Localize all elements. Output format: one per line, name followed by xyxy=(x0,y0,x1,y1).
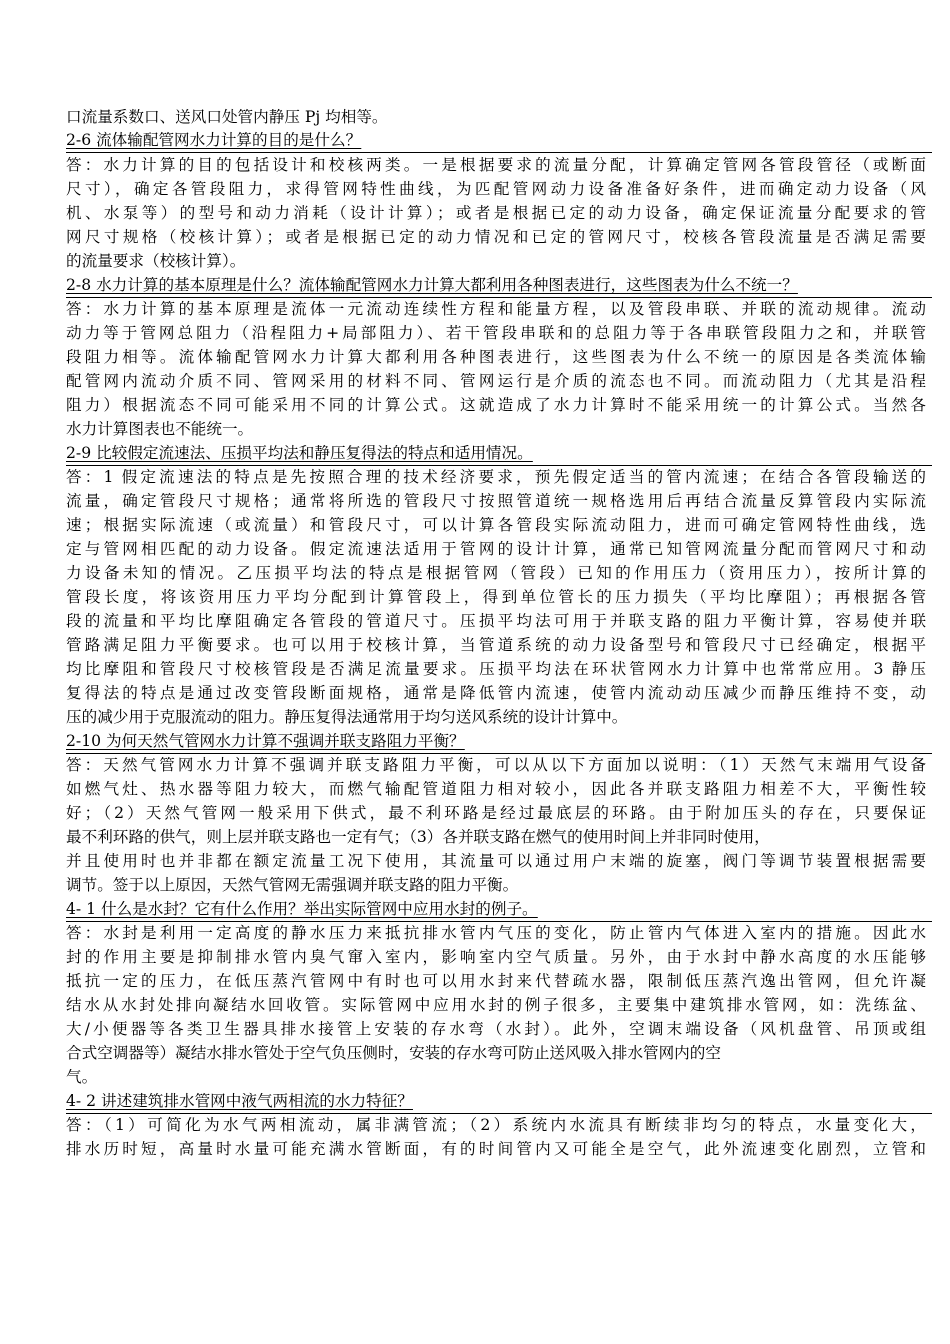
text-line: 合式空调器等）凝结水排水管处于空气负压侧时，安装的存水弯可防止送风吸入排水管网内的空 xyxy=(66,1044,721,1062)
question-heading-2-9 xyxy=(66,442,932,466)
question-text: 4- 2 讲述建筑排水管网中液气两相流的水力特征？ xyxy=(66,1092,413,1110)
question-heading-2-10 xyxy=(66,730,932,754)
text-line: 如燃气灶、热水器等阻力较大，而燃气输配管道阻力相对较小，因此各并联支路阻力相差不大，平衡性较 xyxy=(66,780,926,798)
text-line: 排水历时短，高量时水量可能充满水管断面，有的时间管内又可能全是空气，此外流速变化剧烈，立管和 xyxy=(66,1140,926,1158)
text-line: 压的减少用于克服流动的阻力。静压复得法通常用于均匀送风系统的设计计算中。 xyxy=(66,708,628,726)
text-line: 速；根据实际流速（或流量）和管段尺寸，可以计算各管段实际流动阻力，进而可确定管网特性曲线，选 xyxy=(66,516,926,534)
text-line: 管段长度，将该资用压力平均分配到计算管段上，得到单位管长的压力损失（平均比摩阻）；再根据各管 xyxy=(66,588,926,606)
text-line: 好；（2）天然气管网一般采用下供式，最不利环路是经过最底层的环路。由于附加压头的存在，只要保证 xyxy=(66,804,926,822)
text-line: 答：天然气管网水力计算不强调并联支路阻力平衡，可以从以下方面加以说明：（1）天然气末端用气设备 xyxy=(66,756,926,774)
question-heading-2-8 xyxy=(66,274,932,298)
text-line: 口流量系数口、送风口处管内静压 Pj 均相等。 xyxy=(66,108,388,126)
text-line: 段的流量和平均比摩阻确定各管段的管道尺寸。压损平均法可用于并联支路的阻力平衡计算，容易使并联 xyxy=(66,612,926,630)
question-text: 2-6 流体输配管网水力计算的目的是什么？ xyxy=(66,131,362,149)
text-line: 气。 xyxy=(66,1068,98,1086)
text-line: 段阻力相等。流体输配管网水力计算大都利用各种图表进行，这些图表为什么不统一的原因是各类流体输 xyxy=(66,348,926,366)
text-line: 抵抗一定的压力，在低压蒸汽管网中有时也可以用水封来代替疏水器，限制低压蒸汽逸出管网，但允许凝 xyxy=(66,972,926,990)
text-line: 动力等于管网总阻力（沿程阻力+局部阻力）、若干管段串联和的总阻力等于各串联管段阻力之和，并联管 xyxy=(66,324,926,342)
text-line: 尺寸），确定各管段阻力，求得管网特性曲线，为匹配管网动力设备准备好条件，进而确定动力设备（风 xyxy=(66,180,926,198)
text-line: 网尺寸规格（校核计算）；或者是根据已定的动力情况和已定的管网尺寸，校核各管段流量是否满足需要 xyxy=(66,228,926,246)
text-line: 阻力）根据流态不同可能采用不同的计算公式。这就造成了水力计算时不能采用统一的计算公式。当然各 xyxy=(66,396,926,414)
question-heading-2-6 xyxy=(66,129,932,153)
text-line: 力设备未知的情况。乙压损平均法的特点是根据管网（管段）已知的作用压力（资用压力），按所计算的 xyxy=(66,564,926,582)
text-line: 定与管网相匹配的动力设备。假定流速法适用于管网的设计计算，通常已知管网流量分配而管网尺寸和动 xyxy=(66,540,926,558)
text-line: 流量，确定管段尺寸规格；通常将所选的管段尺寸按照管道统一规格选用后再结合流量反算管段内实际流 xyxy=(66,492,926,510)
question-heading-4-1 xyxy=(66,898,932,922)
text-line: 答：水力计算的基本原理是流体一元流动连续性方程和能量方程，以及管段串联、并联的流动规律。流动 xyxy=(66,300,926,318)
text-line: 并且使用时也并非都在额定流量工况下使用，其流量可以通过用户末端的旋塞，阀门等调节装置根据需要 xyxy=(66,852,926,870)
text-line: 最不利环路的供气，则上层并联支路也一定有气；（3）各并联支路在燃气的使用时间上并非同时使用， xyxy=(66,828,770,846)
question-text: 2-10 为何天然气管网水力计算不强调并联支路阻力平衡？ xyxy=(66,732,465,750)
text-line: 配管网内流动介质不同、管网采用的材料不同、管网运行是介质的流态也不同。而流动阻力（尤其是沿程 xyxy=(66,372,926,390)
text-line: 大/小便器等各类卫生器具排水接管上安装的存水弯（水封）。此外，空调末端设备（风机盘管、吊顶或组 xyxy=(66,1020,926,1038)
text-line: 答：水力计算的目的包括设计和校核两类。一是根据要求的流量分配，计算确定管网各管段管径（或断面 xyxy=(66,156,926,174)
question-heading-4-2 xyxy=(66,1090,932,1114)
text-line: 均比摩阻和管段尺寸校核管段是否满足流量要求。压损平均法在环状管网水力计算中也常常应用。3 静压 xyxy=(66,660,926,678)
text-line: 调节。签于以上原因，天然气管网无需强调并联支路的阻力平衡。 xyxy=(66,876,519,894)
text-line: 答：水封是利用一定高度的静水压力来抵抗排水管内气压的变化，防止管内气体进入室内的措施。因此水 xyxy=(66,924,926,942)
text-line: 结水从水封处排向凝结水回收管。实际管网中应用水封的例子很多，主要集中建筑排水管网，如：洗练盆、 xyxy=(66,996,926,1014)
text-line: 管路满足阻力平衡要求。也可以用于校核计算，当管道系统的动力设备型号和管段尺寸已经确定，根据平 xyxy=(66,636,926,654)
question-text: 4- 1 什么是水封？它有什么作用？举出实际管网中应用水封的例子。 xyxy=(66,900,538,918)
text-line: 复得法的特点是通过改变管段断面规格，通常是降低管内流速，使管内流动动压减少而静压维持不变，动 xyxy=(66,684,926,702)
text-line: 答：1 假定流速法的特点是先按照合理的技术经济要求，预先假定适当的管内流速；在结合各管段输送的 xyxy=(66,468,926,486)
text-line: 封的作用主要是抑制排水管内臭气窜入室内，影响室内空气质量。另外，由于水封中静水高度的水压能够 xyxy=(66,948,926,966)
text-line: 水力计算图表也不能统一。 xyxy=(66,420,254,438)
question-text: 2-9 比较假定流速法、压损平均法和静压复得法的特点和适用情况。 xyxy=(66,444,533,462)
text-line: 的流量要求（校核计算）。 xyxy=(66,252,246,270)
text-line: 答：（1）可简化为水气两相流动，属非满管流；（2）系统内水流具有断续非均匀的特点，水量变化大， xyxy=(66,1116,926,1134)
text-line: 机、水泵等）的型号和动力消耗（设计计算）；或者是根据已定的动力设备，确定保证流量分配要求的管 xyxy=(66,204,926,222)
question-text: 2-8 水力计算的基本原理是什么？流体输配管网水力计算大都利用各种图表进行，这些图表为什么不统一？ xyxy=(66,276,798,294)
